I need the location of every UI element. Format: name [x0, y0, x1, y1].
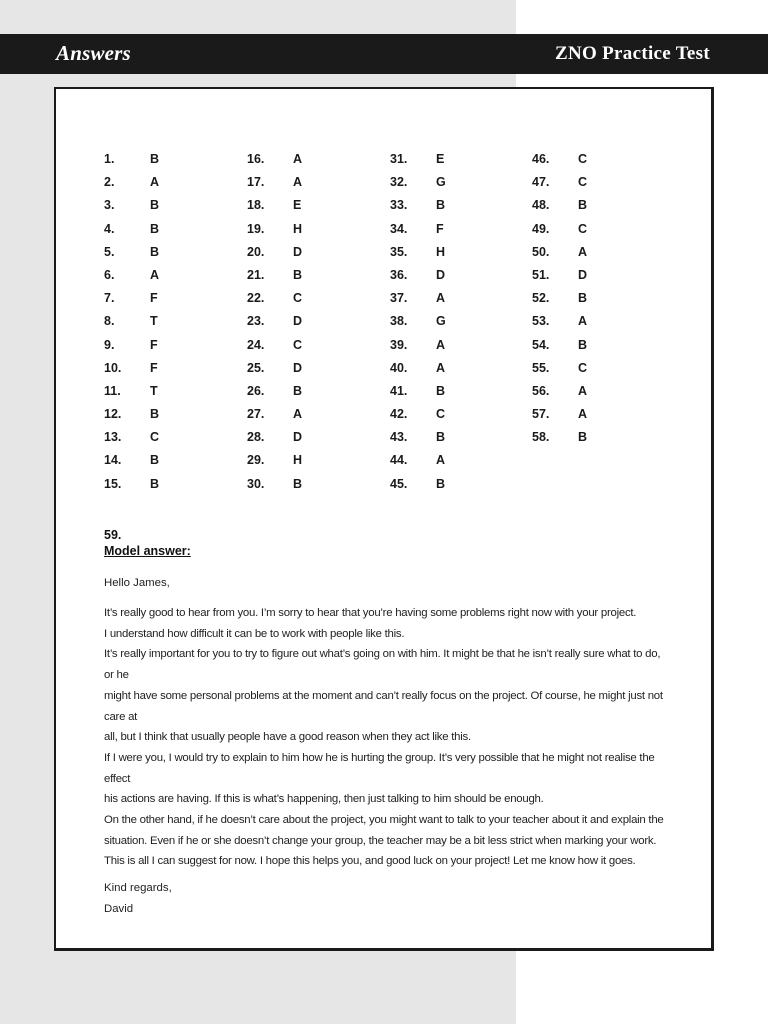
answer-letter: A [436, 360, 446, 375]
question-number: 47. [532, 175, 550, 190]
answer-row [532, 148, 652, 171]
question-number: 10. [104, 360, 122, 375]
letter-line: This is all I can suggest for now. I hope this helps you, and good luck on your project! Let me know how it goes. [104, 855, 636, 868]
question-number: 9. [104, 337, 115, 352]
answer-letter: F [150, 360, 158, 375]
question-number: 17. [247, 175, 265, 190]
answer-letter: T [150, 383, 158, 398]
answer-row [390, 194, 510, 217]
answer-letter: A [150, 267, 160, 282]
question-number: 45. [390, 476, 408, 491]
question-number: 23. [247, 314, 265, 329]
answer-letter: A [436, 337, 446, 352]
answer-letter: B [293, 267, 303, 282]
answer-row [390, 264, 510, 287]
answer-letter: H [293, 221, 303, 236]
question-number: 52. [532, 291, 550, 306]
answer-row [390, 449, 510, 472]
question-number: 32. [390, 175, 408, 190]
question-number: 53. [532, 314, 550, 329]
answer-letter: B [150, 407, 160, 422]
answer-row [390, 171, 510, 194]
model-answer-section [104, 527, 664, 920]
answer-row [390, 287, 510, 310]
answer-letter: B [578, 430, 588, 445]
answer-letter: D [293, 360, 303, 375]
question-number: 3. [104, 198, 115, 213]
answer-letter: B [578, 337, 588, 352]
answer-row [104, 241, 224, 264]
answer-letter: F [150, 337, 158, 352]
answer-row [104, 194, 224, 217]
answer-row [247, 380, 367, 403]
answer-row [247, 357, 367, 380]
question-number: 1. [104, 152, 115, 166]
answer-letter: D [578, 267, 588, 282]
question-number: 19. [247, 221, 265, 236]
question-number: 31. [390, 152, 408, 166]
answer-row [104, 287, 224, 310]
question-number: 30. [247, 476, 265, 491]
answer-row [247, 148, 367, 171]
answer-row [390, 403, 510, 426]
answer-row [532, 310, 652, 333]
question-number: 29. [247, 453, 265, 468]
question-number: 50. [532, 244, 550, 259]
answer-row [390, 310, 510, 333]
answer-row [390, 426, 510, 449]
answer-letter: A [436, 453, 446, 468]
answer-letter: G [436, 175, 446, 190]
answer-row [532, 218, 652, 241]
question-number: 35. [390, 244, 408, 259]
question-number: 56. [532, 383, 550, 398]
question-number: 8. [104, 314, 115, 329]
answer-letter: A [578, 407, 588, 422]
answer-letter: B [150, 453, 160, 468]
answer-row [104, 473, 224, 496]
question-number: 16. [247, 152, 265, 166]
answer-row [104, 426, 224, 449]
question-number: 41. [390, 383, 408, 398]
question-number: 6. [104, 267, 115, 282]
question-number: 11. [104, 383, 121, 398]
question-number: 43. [390, 430, 408, 445]
answer-letter: B [150, 244, 160, 259]
answer-row [390, 473, 510, 496]
answer-row [247, 449, 367, 472]
answer-row [247, 426, 367, 449]
question-number: 20. [247, 244, 265, 259]
question-number: 33. [390, 198, 408, 213]
header-title: Answers [56, 41, 131, 65]
answer-letter: C [293, 291, 303, 306]
answer-letter: A [578, 383, 588, 398]
answer-row [104, 148, 224, 171]
answer-letter: T [150, 314, 158, 329]
answer-letter: E [293, 198, 302, 213]
answer-letter: B [436, 198, 446, 213]
question-number: 27. [247, 407, 265, 422]
answer-letter: A [150, 175, 160, 190]
answer-letter: C [578, 221, 588, 236]
question-number: 51. [532, 267, 550, 282]
answer-letter: B [293, 476, 303, 491]
question-number: 49. [532, 221, 550, 236]
answer-letter: B [150, 152, 160, 166]
letter-line: It’s really important for you to try to figure out what’s going on with him. It might be that he isn’t really sure what to do, or he [104, 648, 661, 682]
model-answer-label: Model answer: [104, 544, 191, 558]
answer-letter: H [436, 244, 446, 259]
question-number: 5. [104, 244, 115, 259]
answer-letter: A [293, 175, 303, 190]
question-number: 46. [532, 152, 550, 166]
answer-row [247, 264, 367, 287]
closing-phrase: Kind regards, [104, 882, 172, 895]
question-number: 18. [247, 198, 265, 213]
letter-line: I understand how difficult it can be to work with people like this. [104, 627, 405, 640]
answer-letter: E [436, 152, 445, 166]
question-number: 28. [247, 430, 265, 445]
answer-row [532, 426, 652, 449]
question-number: 12. [104, 407, 122, 422]
question-number: 25. [247, 360, 265, 375]
answer-letter: A [293, 152, 303, 166]
question-number: 26. [247, 383, 265, 398]
question-number: 4. [104, 221, 115, 236]
answer-row [390, 241, 510, 264]
answer-letter: F [150, 291, 158, 306]
question-number: 14. [104, 453, 122, 468]
answer-letter: B [436, 383, 446, 398]
answer-row [390, 357, 510, 380]
question-number: 34. [390, 221, 408, 236]
answer-letter: D [293, 244, 303, 259]
answer-letter: C [436, 407, 446, 422]
question-number: 58. [532, 430, 550, 445]
answer-row [104, 218, 224, 241]
question-number: 13. [104, 430, 122, 445]
answer-row [104, 264, 224, 287]
letter-line: It’s really good to hear from you. I’m sorry to hear that you’re having some problems right now with your project. [104, 607, 637, 619]
answer-row [104, 403, 224, 426]
answer-sheet-page [54, 87, 714, 951]
letter-greeting: Hello James, [104, 577, 170, 589]
answer-row [532, 403, 652, 426]
answer-row [532, 241, 652, 264]
answer-row [532, 334, 652, 357]
answer-row [532, 264, 652, 287]
answer-letter: C [150, 430, 160, 445]
question-number: 38. [390, 314, 408, 329]
question-number: 21. [247, 267, 265, 282]
letter-line: If I were you, I would try to explain to him how he is hurting the group. It’s very possible that he might not realise the effect [104, 751, 655, 785]
letter-line: situation. Even if he or she doesn’t change your group, the teacher may be a bit less strict when marking your work. [104, 834, 657, 847]
answer-row [247, 310, 367, 333]
question-number: 37. [390, 291, 408, 306]
answer-letter: B [150, 476, 160, 491]
answer-column-2 [247, 148, 367, 496]
answer-letter: C [293, 337, 303, 352]
answer-row [104, 310, 224, 333]
answer-letter: B [578, 198, 588, 213]
answer-row [104, 171, 224, 194]
letter-closing [104, 878, 664, 919]
answer-letter: H [293, 453, 303, 468]
letter-line: all, but I think that usually people have a good reason when they act like this. [104, 731, 471, 744]
answer-row [532, 380, 652, 403]
answer-letter: G [436, 314, 446, 329]
answer-row [247, 241, 367, 264]
answer-row [390, 380, 510, 403]
header-brand: ZNO Practice Test [555, 43, 710, 64]
question-number: 54. [532, 337, 550, 352]
answer-letter: B [150, 221, 160, 236]
letter-body [104, 603, 664, 872]
question-number: 36. [390, 267, 408, 282]
answer-letter: A [293, 407, 303, 422]
answer-row [247, 334, 367, 357]
answer-letter: F [436, 221, 444, 236]
answer-letter: B [436, 430, 446, 445]
letter-line: might have some personal problems at the moment and can’t really focus on the project. Of course, he might just not care at [104, 689, 663, 723]
answer-row [104, 449, 224, 472]
question-number: 59. [104, 528, 122, 542]
answer-letter: B [150, 198, 160, 213]
letter-line: On the other hand, if he doesn’t care about the project, you might want to talk to your teacher about it and explain the [104, 814, 664, 827]
question-number: 44. [390, 453, 408, 468]
answer-letter: A [578, 314, 588, 329]
answer-letter: B [293, 383, 303, 398]
question-number: 15. [104, 476, 122, 491]
answer-row [247, 403, 367, 426]
question-number: 7. [104, 291, 115, 306]
answer-row [532, 171, 652, 194]
answer-letter: C [578, 360, 588, 375]
signature: David [104, 902, 134, 915]
answer-row [247, 171, 367, 194]
header-bar [0, 34, 768, 74]
answer-row [390, 148, 510, 171]
answer-letter: D [293, 430, 303, 445]
answer-column-1 [104, 148, 224, 496]
answer-row [247, 218, 367, 241]
answer-letter: A [578, 244, 588, 259]
question-number: 40. [390, 360, 408, 375]
letter-line: his actions are having. If this is what’s happening, then just talking to him should be enough. [104, 793, 544, 806]
answer-row [532, 357, 652, 380]
question-number: 55. [532, 360, 550, 375]
answer-row [390, 334, 510, 357]
question-number: 2. [104, 175, 115, 190]
answer-row [104, 380, 224, 403]
answer-letter: A [436, 291, 446, 306]
answer-row [104, 334, 224, 357]
question-number: 48. [532, 198, 550, 213]
answer-row [532, 287, 652, 310]
answer-column-4 [532, 148, 652, 449]
answer-row [104, 357, 224, 380]
answer-row [247, 287, 367, 310]
question-number: 22. [247, 291, 265, 306]
answer-row [247, 194, 367, 217]
answer-letter: C [578, 152, 588, 166]
answer-row [390, 218, 510, 241]
answer-letter: D [293, 314, 303, 329]
answer-column-3 [390, 148, 510, 496]
question-number: 57. [532, 407, 550, 422]
question-number: 24. [247, 337, 265, 352]
answer-letter: C [578, 175, 588, 190]
answer-letter: B [578, 291, 588, 306]
answer-letter: B [436, 476, 446, 491]
question-number: 42. [390, 407, 408, 422]
answer-row [247, 473, 367, 496]
answer-letter: D [436, 267, 446, 282]
question-number: 39. [390, 337, 408, 352]
answer-row [532, 194, 652, 217]
